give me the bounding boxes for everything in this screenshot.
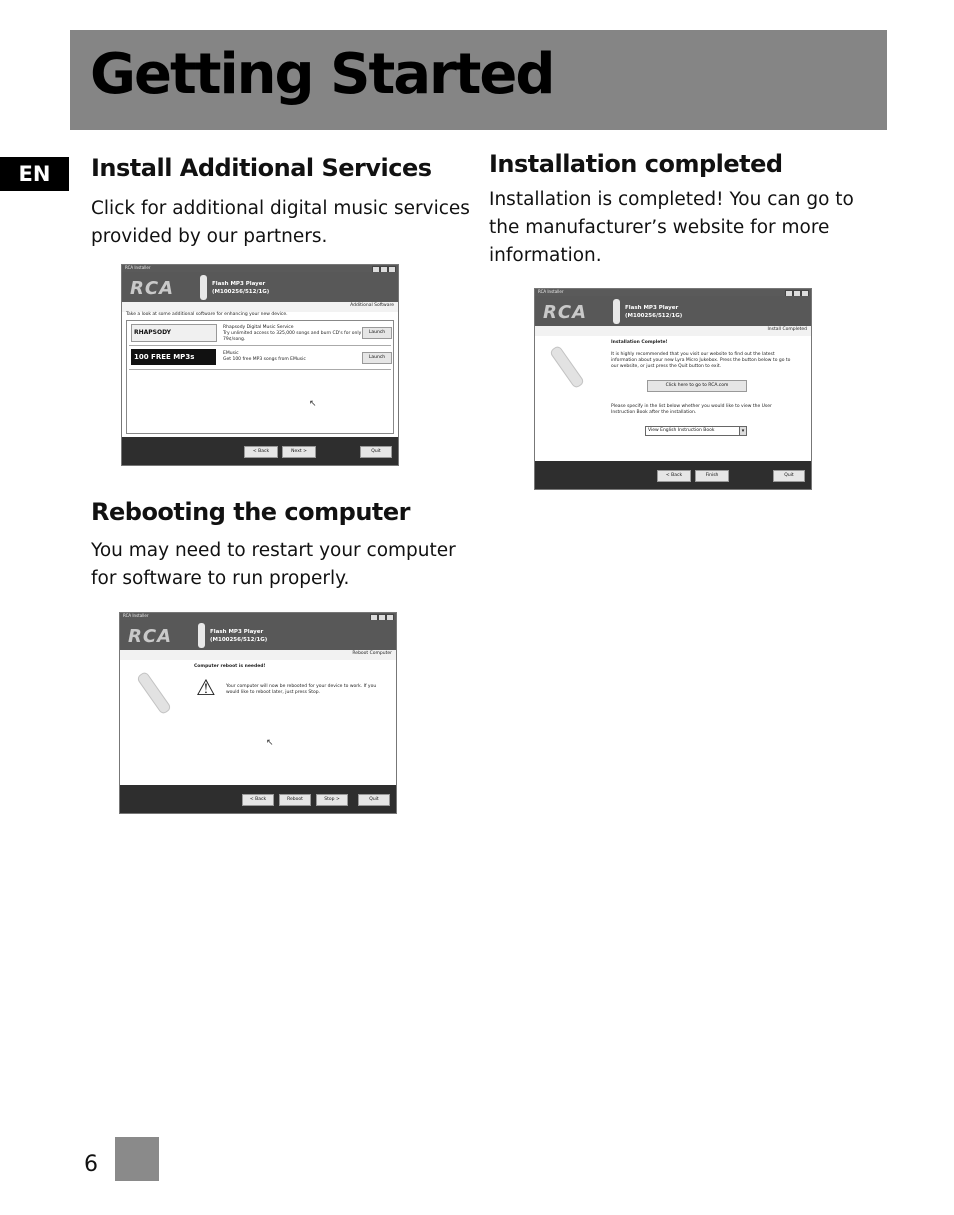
step-bar [120, 650, 396, 660]
installer-banner [120, 620, 396, 650]
back-button[interactable]: < Back [244, 446, 278, 458]
item-desc: Try unlimited access to 325,000 songs and burn CD's for only 79¢/song. [223, 331, 362, 342]
installer-content [122, 312, 398, 437]
mouse-cursor-icon: ↖ [309, 399, 317, 409]
software-list [126, 320, 394, 434]
installer-banner [122, 272, 398, 302]
player-icon [198, 623, 205, 648]
step-label: Install Completed [767, 327, 807, 332]
step-bar [122, 302, 398, 312]
item-desc: Get 100 free MP3 songs from EMusic [223, 357, 306, 362]
header-bar [70, 30, 887, 130]
player-icon [613, 299, 620, 324]
body-line: for software to run properly. [91, 568, 350, 589]
warning-icon: ⚠ [196, 676, 216, 701]
step-label: Reboot Computer [352, 651, 392, 656]
mouse-cursor-icon: ↖ [266, 738, 274, 748]
divider [129, 345, 391, 346]
quit-button[interactable]: Quit [360, 446, 392, 458]
installer-footer [120, 785, 396, 813]
screenshot-reboot [119, 612, 397, 814]
list-item-text [223, 325, 363, 343]
product-line: (M100256/512/1G) [210, 637, 268, 643]
product-line: Flash MP3 Player [210, 629, 264, 635]
rhapsody-logo: RHAPSODY [131, 324, 217, 342]
screenshot-install-complete [534, 288, 812, 490]
install-additional-body [91, 195, 470, 251]
product-line: Flash MP3 Player [625, 305, 679, 311]
page-title: Getting Started [90, 42, 554, 107]
rca-logo: RCA [128, 626, 173, 647]
back-button[interactable]: < Back [242, 794, 274, 806]
installation-completed-body [489, 186, 854, 270]
player-image [136, 671, 172, 716]
complete-heading: Installation Complete! [611, 340, 668, 345]
step-label: Additional Software [350, 303, 394, 308]
step-bar [535, 326, 811, 336]
section-title-rebooting: Rebooting the computer [91, 498, 410, 526]
window-titlebar [535, 289, 811, 296]
product-name [625, 304, 682, 320]
item-name: Rhapsody Digital Music Service [223, 325, 294, 330]
instruction-text: Please specify in the list below whether you would like to view the User Instruction Book after the installation. [611, 404, 772, 415]
finish-button[interactable]: Finish [695, 470, 729, 482]
divider [129, 369, 391, 370]
complete-message: It is highly recommended that you visit our website to find out the latest information about your new Lyra Micro Jukebox. Press the button below to go to our website, or just press the Quit button to exit. [611, 352, 791, 369]
emusic-logo: 100 FREE MP3s [131, 349, 216, 365]
section-title-installation-completed: Installation completed [489, 150, 783, 178]
list-item-text [223, 351, 363, 363]
product-line: (M100256/512/1G) [625, 313, 683, 319]
body-line: information. [489, 245, 602, 266]
product-name [212, 280, 269, 296]
window-title: RCA Installer [538, 289, 564, 294]
next-button[interactable]: Next > [282, 446, 316, 458]
instruction-book-select[interactable] [645, 426, 747, 436]
installer-footer [122, 437, 398, 465]
reboot-heading: Computer reboot is needed! [194, 664, 266, 669]
reboot-button[interactable]: Reboot [279, 794, 311, 806]
rca-logo: RCA [543, 302, 588, 323]
chevron-down-icon[interactable]: ▾ [739, 427, 746, 435]
player-image [549, 345, 585, 390]
window-title: RCA Installer [123, 613, 149, 618]
body-line: provided by our partners. [91, 226, 328, 247]
rca-website-button[interactable]: Click here to go to RCA.com [647, 380, 747, 392]
window-titlebar [122, 265, 398, 272]
section-title-install-additional: Install Additional Services [91, 154, 432, 182]
product-line: Flash MP3 Player [212, 281, 266, 287]
installer-content [535, 336, 811, 461]
installer-footer [535, 461, 811, 489]
installer-content [120, 660, 396, 785]
page-number: 6 [84, 1152, 98, 1177]
screenshot-additional-software [121, 264, 399, 466]
reboot-message: Your computer will now be rebooted for your device to work. If you would like to reboot later, just press Stop. [226, 684, 377, 695]
stop-button[interactable]: Stop > [316, 794, 348, 806]
window-title: RCA Installer [125, 265, 151, 270]
product-line: (M100256/512/1G) [212, 289, 270, 295]
launch-rhapsody-button[interactable]: Launch [362, 327, 392, 339]
body-line: Click for additional digital music services [91, 198, 470, 219]
page-marker [115, 1137, 159, 1181]
window-titlebar [120, 613, 396, 620]
back-button[interactable]: < Back [657, 470, 691, 482]
rebooting-body [91, 537, 456, 593]
installer-banner [535, 296, 811, 326]
quit-button[interactable]: Quit [358, 794, 390, 806]
rca-logo: RCA [130, 278, 175, 299]
select-value: View English Instruction Book [648, 428, 715, 433]
product-name [210, 628, 267, 644]
language-tab: EN [0, 157, 69, 191]
intro-text: Take a look at some additional software for enhancing your new device. [126, 312, 288, 317]
body-line: You may need to restart your computer [91, 540, 456, 561]
body-line: Installation is completed! You can go to [489, 189, 854, 210]
launch-emusic-button[interactable]: Launch [362, 352, 392, 364]
body-line: the manufacturer’s website for more [489, 217, 830, 238]
player-icon [200, 275, 207, 300]
quit-button[interactable]: Quit [773, 470, 805, 482]
item-name: EMusic [223, 351, 239, 356]
